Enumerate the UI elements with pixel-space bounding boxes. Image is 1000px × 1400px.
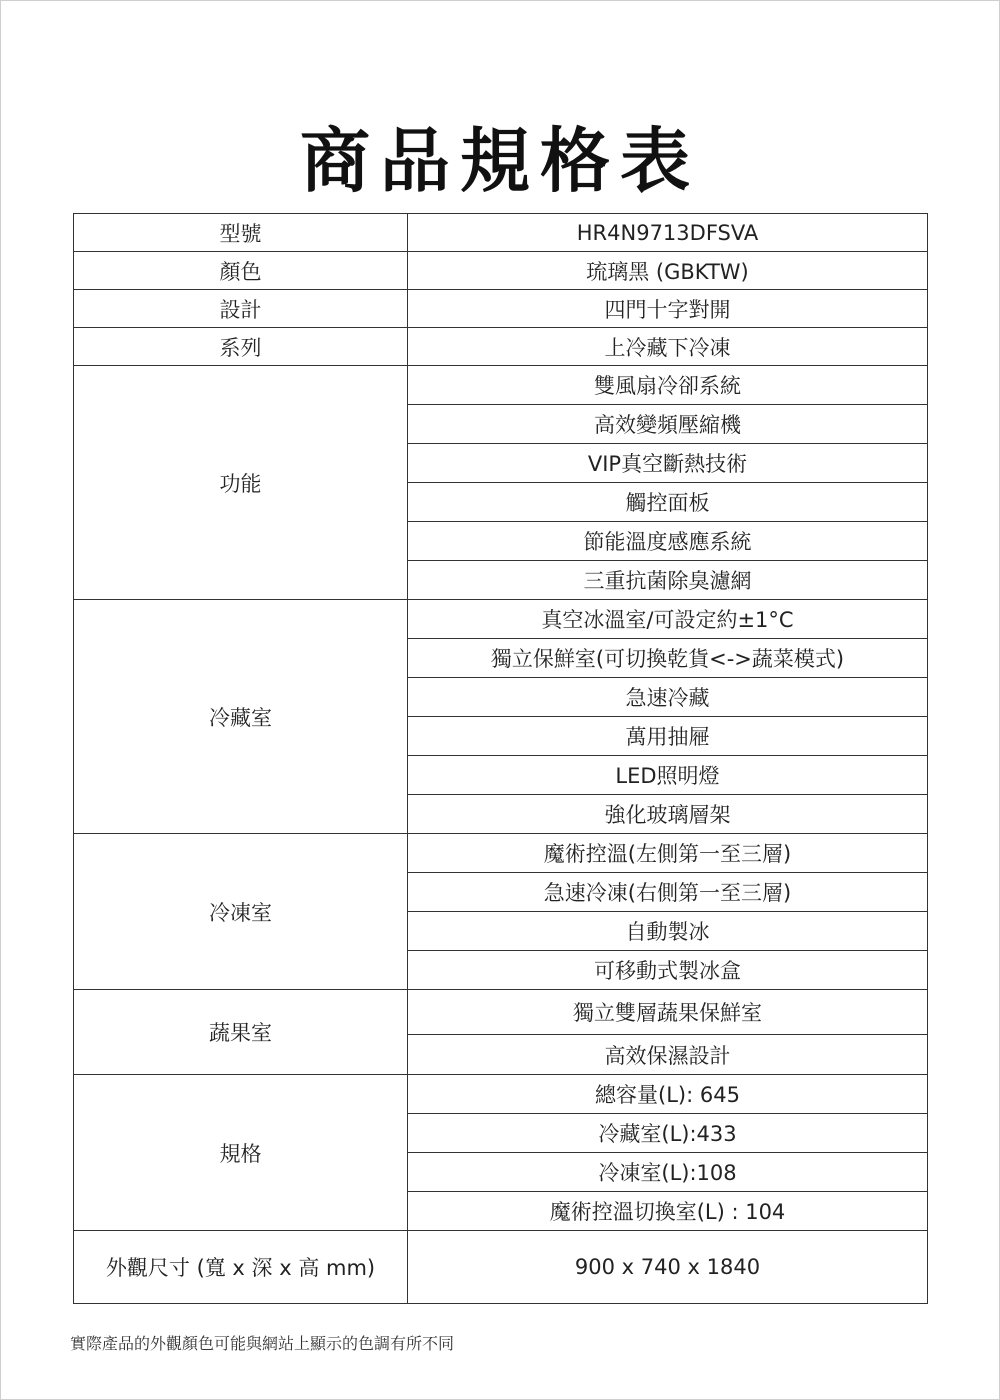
table-row (74, 990, 928, 1035)
fridge-item: 獨立保鮮室(可切換乾貨<->蔬菜模式) (408, 639, 928, 678)
spec-item: 冷藏室(L):433 (408, 1114, 928, 1153)
freezer-item: 魔術控溫(左側第一至三層) (408, 834, 928, 873)
spec-item: 總容量(L): 645 (408, 1075, 928, 1114)
row-value-color: 琉璃黑 (GBKTW) (408, 252, 928, 290)
crisper-item: 獨立雙層蔬果保鮮室 (408, 990, 928, 1035)
group-label-freezer: 冷凍室 (74, 834, 408, 990)
group-label-features: 功能 (74, 366, 408, 600)
feature-item: VIP真空斷熱技術 (408, 444, 928, 483)
fridge-item: 急速冷藏 (408, 678, 928, 717)
table-row (74, 328, 928, 366)
feature-item: 節能溫度感應系統 (408, 522, 928, 561)
spec-table (73, 213, 928, 1304)
feature-item: 三重抗菌除臭濾網 (408, 561, 928, 600)
table-row (74, 1075, 928, 1114)
table-row (74, 1231, 928, 1304)
crisper-item: 高效保濕設計 (408, 1035, 928, 1075)
table-row (74, 252, 928, 290)
group-label-fridge: 冷藏室 (74, 600, 408, 834)
fridge-item: 真空冰溫室/可設定約±1°C (408, 600, 928, 639)
fridge-item: 萬用抽屜 (408, 717, 928, 756)
freezer-item: 自動製冰 (408, 912, 928, 951)
fridge-item: LED照明燈 (408, 756, 928, 795)
freezer-item: 可移動式製冰盒 (408, 951, 928, 990)
page-title: 商品規格表 (300, 120, 700, 202)
group-label-specs: 規格 (74, 1075, 408, 1231)
dimensions-label: 外觀尺寸 (寬 x 深 x 高 mm) (74, 1231, 408, 1304)
row-label-series: 系列 (74, 328, 408, 366)
feature-item: 雙風扇冷卻系統 (408, 366, 928, 405)
row-label-model: 型號 (74, 214, 408, 252)
feature-item: 觸控面板 (408, 483, 928, 522)
row-label-design: 設計 (74, 290, 408, 328)
row-label-color: 顏色 (74, 252, 408, 290)
feature-item: 高效變頻壓縮機 (408, 405, 928, 444)
row-value-model: HR4N9713DFSVA (408, 214, 928, 252)
footnote: 實際產品的外觀顏色可能與網站上顯示的色調有所不同 (70, 1334, 455, 1353)
table-row (74, 366, 928, 405)
spec-item: 魔術控溫切換室(L) : 104 (408, 1192, 928, 1231)
table-row (74, 214, 928, 252)
fridge-item: 強化玻璃層架 (408, 795, 928, 834)
group-label-crisper: 蔬果室 (74, 990, 408, 1075)
row-value-design: 四門十字對開 (408, 290, 928, 328)
table-row (74, 834, 928, 873)
freezer-item: 急速冷凍(右側第一至三層) (408, 873, 928, 912)
table-row (74, 290, 928, 328)
spec-item: 冷凍室(L):108 (408, 1153, 928, 1192)
dimensions-value: 900 x 740 x 1840 (408, 1231, 928, 1304)
table-row (74, 600, 928, 639)
row-value-series: 上冷藏下冷凍 (408, 328, 928, 366)
